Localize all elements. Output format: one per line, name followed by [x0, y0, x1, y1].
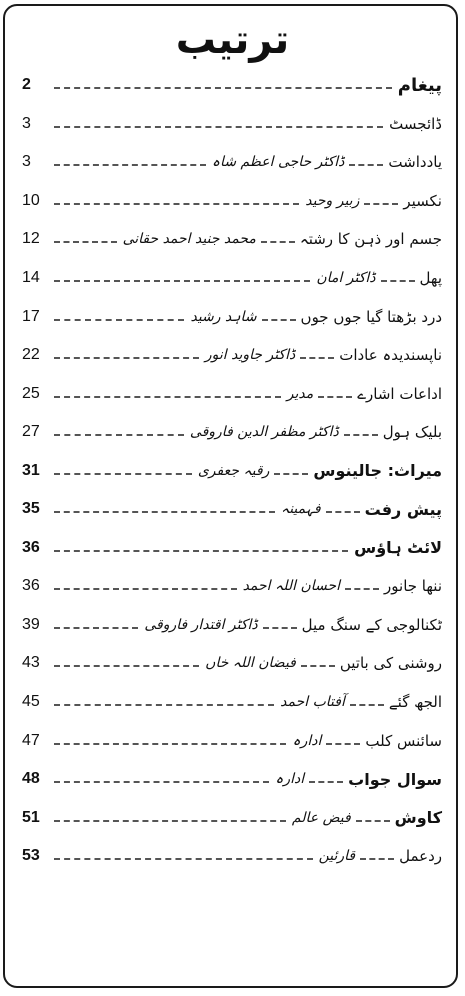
page-number: 27: [22, 423, 40, 441]
toc-entry: [316, 269, 442, 287]
dot-leader: [54, 704, 274, 706]
toc-entry: [144, 616, 442, 634]
article-title: درد بڑھتا گیا جوں جوں: [300, 307, 442, 326]
page-number: 22: [22, 346, 40, 364]
article-author: ڈاکٹر حاجی اعظم شاہ: [211, 154, 345, 171]
author-separator: [360, 858, 394, 860]
dot-leader: [54, 203, 299, 205]
article-author: مدیر: [286, 385, 314, 402]
article-author: زبیر وحید: [305, 192, 360, 209]
dot-leader: [54, 473, 192, 475]
toc-entry: [292, 808, 442, 827]
toc-row: [22, 374, 442, 413]
toc-row: [22, 66, 442, 105]
toc-entry: [319, 847, 442, 865]
dot-leader: [54, 241, 117, 243]
page-number: 45: [22, 693, 40, 711]
dot-leader: [54, 511, 275, 513]
author-separator: [262, 319, 296, 321]
toc-entry: [354, 538, 442, 557]
toc-row: [22, 798, 442, 837]
article-title: ننھا جانور: [384, 577, 442, 596]
toc-entry: [389, 115, 442, 133]
toc-entry: [398, 75, 442, 96]
article-title: ٹکنالوجی کے سنگ میل: [301, 615, 442, 634]
toc-entry: [205, 346, 442, 364]
toc-entry: [287, 385, 442, 403]
author-separator: [326, 511, 360, 513]
author-separator: [261, 241, 295, 243]
page-number: 51: [22, 808, 40, 826]
dot-leader: [54, 396, 281, 398]
article-author: احسان اللہ احمد: [242, 578, 341, 595]
page-number: 17: [22, 307, 40, 325]
toc-row: [22, 143, 442, 182]
toc-entry: [198, 461, 442, 480]
article-title: ردعمل: [399, 847, 442, 866]
article-author: فیضان اللہ خاں: [205, 655, 296, 672]
dot-leader: [54, 781, 269, 783]
page-number: 48: [22, 770, 40, 788]
table-of-contents: [22, 66, 442, 875]
article-title: ڈائجسٹ: [389, 114, 442, 133]
article-title: جسم اور ذہن کا رشتہ: [299, 230, 442, 249]
toc-entry: [190, 423, 442, 441]
toc-row: [22, 259, 442, 298]
toc-entry: [205, 654, 442, 672]
article-title: روشنی کی باتیں: [339, 654, 442, 673]
page-number: 10: [22, 191, 40, 209]
article-author: فہمینہ: [280, 501, 321, 518]
page-number: 31: [22, 461, 40, 479]
page-number: 2: [22, 76, 31, 94]
article-author: رقیہ جعفری: [197, 462, 270, 479]
author-separator: [263, 627, 297, 629]
dot-leader: [54, 588, 237, 590]
article-title: بلیک ہول: [382, 423, 442, 442]
toc-entry: [305, 192, 442, 210]
article-title: نکسیر: [403, 191, 442, 210]
page-number: 36: [22, 538, 40, 556]
author-separator: [381, 280, 415, 282]
article-title: پیش رفت: [364, 499, 442, 519]
toc-row: [22, 529, 442, 568]
dot-leader: [54, 319, 184, 321]
article-title: پیغام: [397, 74, 442, 96]
article-author: فیض عالم: [291, 809, 351, 826]
article-title: میراث: جالینوس: [313, 461, 442, 481]
author-separator: [300, 357, 334, 359]
page-number: 35: [22, 500, 40, 518]
author-separator: [364, 203, 398, 205]
toc-row: [22, 297, 442, 336]
toc-row: [22, 182, 442, 221]
toc-entry: [280, 693, 442, 711]
author-separator: [318, 396, 352, 398]
dot-leader: [54, 858, 313, 860]
page-title: ترتیب: [175, 17, 290, 63]
dot-leader: [54, 550, 348, 552]
dot-leader: [54, 164, 206, 166]
author-separator: [350, 704, 384, 706]
toc-row: [22, 451, 442, 490]
article-title: پھل: [419, 269, 442, 287]
author-separator: [345, 588, 379, 590]
article-author: قارئین: [318, 848, 356, 865]
toc-row: [22, 837, 442, 876]
toc-row: [22, 413, 442, 452]
author-separator: [274, 473, 308, 475]
author-separator: [349, 164, 383, 166]
article-title: سوال جواب: [348, 769, 442, 789]
dot-leader: [54, 665, 199, 667]
page-number: 53: [22, 847, 40, 865]
toc-row: [22, 336, 442, 375]
dot-leader: [54, 434, 184, 436]
article-title: یادداشت: [388, 153, 442, 172]
dot-leader: [54, 280, 310, 282]
article-title: اداعات اشارے: [357, 384, 442, 403]
article-author: ڈاکٹر امان: [316, 270, 376, 286]
toc-entry: [212, 153, 442, 171]
toc-row: [22, 760, 442, 799]
article-author: ڈاکٹر جاوید انور: [204, 347, 296, 364]
toc-row: [22, 644, 442, 683]
article-author: ادارہ: [275, 771, 305, 788]
article-author: محمد جنید احمد حقانی: [122, 231, 256, 248]
page-number: 43: [22, 654, 40, 672]
page-number: 25: [22, 384, 40, 402]
toc-entry: [190, 308, 442, 326]
toc-row: [22, 220, 442, 259]
toc-row: [22, 490, 442, 529]
article-author: آفتاب احمد: [280, 694, 345, 711]
toc-row: [22, 105, 442, 144]
toc-entry: [243, 577, 442, 595]
article-author: شاہد رشید: [190, 308, 257, 325]
article-author: ادارہ: [292, 732, 322, 749]
article-title: لائٹ ہاؤس: [354, 538, 442, 558]
toc-row: [22, 683, 442, 722]
toc-entry: [275, 770, 442, 789]
toc-entry: [281, 500, 442, 519]
dot-leader: [54, 87, 392, 89]
article-author: ڈاکٹر اقتدار فاروقی: [144, 616, 258, 633]
page-number: 3: [22, 153, 31, 171]
dot-leader: [54, 627, 138, 629]
author-separator: [309, 781, 343, 783]
article-title: الجھ گئے: [388, 693, 442, 712]
page-number: 3: [22, 114, 31, 132]
toc-row: [22, 721, 442, 760]
page-number: 47: [22, 731, 40, 749]
dot-leader: [54, 357, 199, 359]
toc-row: [22, 567, 442, 606]
dot-leader: [54, 126, 383, 128]
page-number: 12: [22, 230, 40, 248]
article-title: ناپسندیدہ عادات: [339, 346, 442, 365]
author-separator: [301, 665, 335, 667]
page-number: 39: [22, 615, 40, 633]
author-separator: [356, 820, 390, 822]
article-author: ڈاکٹر مظفر الدین فاروقی: [189, 424, 339, 441]
author-separator: [344, 434, 378, 436]
dot-leader: [54, 743, 286, 745]
toc-entry: [123, 230, 442, 248]
page-number: 14: [22, 269, 40, 286]
article-title: کاوش: [394, 808, 442, 828]
author-separator: [326, 743, 360, 745]
dot-leader: [54, 820, 286, 822]
page-number: 36: [22, 577, 40, 595]
toc-entry: [292, 732, 442, 750]
article-title: سائنس کلب: [365, 731, 442, 750]
toc-row: [22, 606, 442, 645]
